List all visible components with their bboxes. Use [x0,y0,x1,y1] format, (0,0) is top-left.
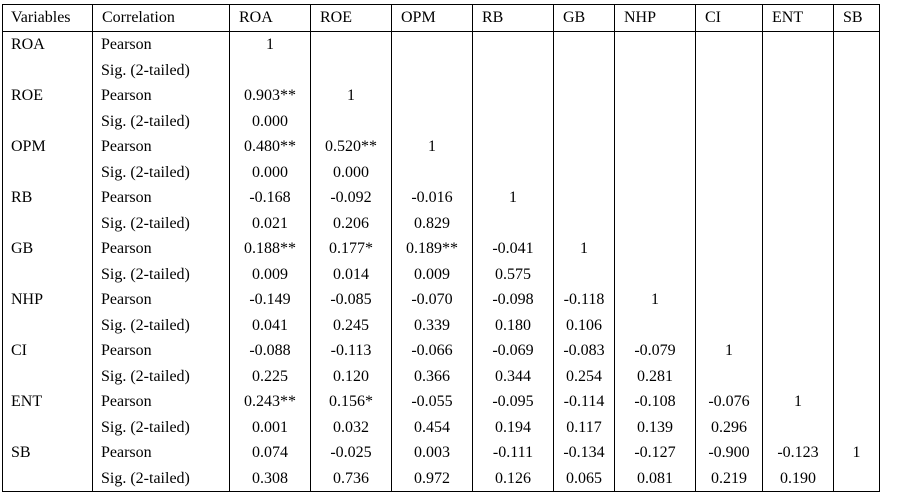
pearson-value-cell: -0.123 [763,440,834,466]
pearson-value-cell [473,32,554,58]
pearson-value-cell: 0.074 [230,440,311,466]
pearson-value-cell: -0.079 [615,338,696,364]
variable-label: RB [3,185,93,211]
sig-value-cell [615,160,696,186]
sig-label: Sig. (2-tailed) [93,58,230,84]
sig-value-cell [554,109,615,135]
variable-label-empty [3,262,93,288]
sig-value-cell: 0.829 [392,211,473,237]
sig-value-cell: 0.065 [554,466,615,492]
table-row-sig [3,211,880,237]
sig-value-cell [763,262,834,288]
variable-label: CI [3,338,93,364]
sig-value-cell [763,415,834,441]
table-row-pearson [3,440,880,466]
pearson-value-cell: -0.114 [554,389,615,415]
pearson-value-cell: -0.098 [473,287,554,313]
sig-value-cell [615,109,696,135]
pearson-label: Pearson [93,185,230,211]
pearson-label: Pearson [93,440,230,466]
sig-label: Sig. (2-tailed) [93,262,230,288]
table-row-pearson [3,185,880,211]
pearson-value-cell [763,338,834,364]
sig-value-cell: 0.001 [230,415,311,441]
variable-label: OPM [3,134,93,160]
sig-value-cell [763,313,834,339]
pearson-value-cell [392,83,473,109]
sig-value-cell [554,211,615,237]
pearson-value-cell: -0.108 [615,389,696,415]
pearson-value-cell: 1 [763,389,834,415]
sig-value-cell [834,415,880,441]
pearson-label: Pearson [93,389,230,415]
sig-value-cell [834,58,880,84]
sig-value-cell [473,109,554,135]
table-row-sig [3,109,880,135]
sig-value-cell: 0.009 [392,262,473,288]
pearson-value-cell: 0.903** [230,83,311,109]
pearson-value-cell [696,32,763,58]
variable-label: NHP [3,287,93,313]
pearson-value-cell: 1 [392,134,473,160]
pearson-value-cell [834,185,880,211]
pearson-value-cell: -0.070 [392,287,473,313]
variable-label-empty [3,364,93,390]
sig-value-cell [696,211,763,237]
pearson-value-cell: -0.118 [554,287,615,313]
variable-label-empty [3,466,93,492]
pearson-value-cell: -0.168 [230,185,311,211]
variable-label: ROA [3,32,93,58]
pearson-value-cell [834,32,880,58]
sig-value-cell [615,313,696,339]
pearson-value-cell: 1 [834,440,880,466]
sig-value-cell [311,109,392,135]
header-gb: GB [554,5,615,32]
sig-value-cell [473,58,554,84]
sig-value-cell: 0.206 [311,211,392,237]
sig-value-cell: 0.575 [473,262,554,288]
pearson-label: Pearson [93,236,230,262]
variable-label: SB [3,440,93,466]
pearson-value-cell [834,134,880,160]
sig-value-cell [834,211,880,237]
pearson-value-cell [763,185,834,211]
pearson-value-cell [834,287,880,313]
sig-value-cell [554,160,615,186]
sig-value-cell: 0.190 [763,466,834,492]
pearson-label: Pearson [93,287,230,313]
pearson-value-cell [615,236,696,262]
sig-value-cell: 0.366 [392,364,473,390]
pearson-value-cell: -0.095 [473,389,554,415]
sig-value-cell [473,160,554,186]
sig-value-cell [763,364,834,390]
sig-label: Sig. (2-tailed) [93,364,230,390]
pearson-value-cell: 0.003 [392,440,473,466]
variable-label: ROE [3,83,93,109]
pearson-label: Pearson [93,32,230,58]
variable-label-empty [3,160,93,186]
variable-label-empty [3,415,93,441]
pearson-value-cell: 0.480** [230,134,311,160]
table-row-sig [3,262,880,288]
sig-value-cell: 0.180 [473,313,554,339]
pearson-value-cell [392,32,473,58]
pearson-value-cell [696,83,763,109]
sig-value-cell [392,58,473,84]
sig-value-cell [554,262,615,288]
sig-value-cell [834,466,880,492]
sig-value-cell [834,262,880,288]
sig-value-cell [615,211,696,237]
pearson-value-cell [696,134,763,160]
pearson-value-cell: -0.055 [392,389,473,415]
pearson-value-cell [763,287,834,313]
sig-value-cell: 0.032 [311,415,392,441]
pearson-value-cell: -0.149 [230,287,311,313]
table-row-sig [3,364,880,390]
pearson-value-cell [763,83,834,109]
pearson-value-cell: 1 [554,236,615,262]
correlation-table [2,4,880,492]
sig-value-cell: 0.014 [311,262,392,288]
sig-value-cell: 0.281 [615,364,696,390]
pearson-value-cell [763,32,834,58]
sig-value-cell: 0.194 [473,415,554,441]
pearson-value-cell: 1 [473,185,554,211]
sig-value-cell [696,58,763,84]
sig-value-cell [554,58,615,84]
sig-label: Sig. (2-tailed) [93,160,230,186]
sig-label: Sig. (2-tailed) [93,211,230,237]
pearson-value-cell [834,389,880,415]
variable-label-empty [3,58,93,84]
pearson-value-cell: -0.127 [615,440,696,466]
pearson-value-cell [615,134,696,160]
sig-value-cell: 0.736 [311,466,392,492]
pearson-value-cell: -0.069 [473,338,554,364]
variable-label-empty [3,313,93,339]
sig-value-cell: 0.126 [473,466,554,492]
table-row-sig [3,466,880,492]
variable-label: ENT [3,389,93,415]
header-ci: CI [696,5,763,32]
pearson-value-cell [696,287,763,313]
pearson-label: Pearson [93,83,230,109]
pearson-value-cell: -0.113 [311,338,392,364]
pearson-value-cell [696,185,763,211]
sig-value-cell: 0.139 [615,415,696,441]
pearson-value-cell: -0.088 [230,338,311,364]
sig-value-cell: 0.225 [230,364,311,390]
sig-value-cell: 0.120 [311,364,392,390]
pearson-value-cell: 0.156* [311,389,392,415]
sig-value-cell [696,364,763,390]
sig-value-cell [473,211,554,237]
pearson-value-cell: 0.188** [230,236,311,262]
pearson-value-cell [696,236,763,262]
pearson-value-cell: 1 [696,338,763,364]
sig-value-cell: 0.254 [554,364,615,390]
header-row [3,5,880,32]
pearson-value-cell: 1 [615,287,696,313]
table-row-pearson [3,236,880,262]
sig-value-cell [834,160,880,186]
header-ent: ENT [763,5,834,32]
sig-value-cell [763,160,834,186]
sig-value-cell [763,58,834,84]
sig-value-cell [696,262,763,288]
header-sb: SB [834,5,880,32]
pearson-value-cell [473,83,554,109]
pearson-value-cell: -0.041 [473,236,554,262]
sig-value-cell: 0.041 [230,313,311,339]
table-row-sig [3,160,880,186]
pearson-value-cell [554,83,615,109]
sig-value-cell [834,313,880,339]
header-rb: RB [473,5,554,32]
sig-value-cell [696,313,763,339]
pearson-value-cell: -0.134 [554,440,615,466]
sig-value-cell [763,109,834,135]
sig-value-cell: 0.106 [554,313,615,339]
table-row-sig [3,58,880,84]
sig-value-cell: 0.245 [311,313,392,339]
pearson-value-cell: -0.085 [311,287,392,313]
sig-value-cell [615,262,696,288]
pearson-value-cell: -0.092 [311,185,392,211]
sig-value-cell [696,109,763,135]
pearson-value-cell: -0.900 [696,440,763,466]
pearson-value-cell: -0.111 [473,440,554,466]
pearson-value-cell: -0.025 [311,440,392,466]
pearson-value-cell: 0.177* [311,236,392,262]
header-correlation: Correlation [93,5,230,32]
pearson-value-cell: 1 [311,83,392,109]
pearson-value-cell [615,83,696,109]
pearson-value-cell [615,185,696,211]
pearson-value-cell [834,338,880,364]
sig-value-cell: 0.000 [230,160,311,186]
table-row-sig [3,415,880,441]
pearson-label: Pearson [93,338,230,364]
pearson-value-cell: 0.520** [311,134,392,160]
table-body [3,32,880,492]
variable-label-empty [3,211,93,237]
pearson-value-cell [554,185,615,211]
sig-value-cell: 0.081 [615,466,696,492]
pearson-value-cell [554,32,615,58]
sig-value-cell: 0.021 [230,211,311,237]
pearson-value-cell: 0.189** [392,236,473,262]
pearson-value-cell [554,134,615,160]
table-row-pearson [3,287,880,313]
sig-value-cell [834,109,880,135]
variable-label-empty [3,109,93,135]
sig-value-cell [763,211,834,237]
header-roe: ROE [311,5,392,32]
sig-value-cell: 0.344 [473,364,554,390]
sig-value-cell [230,58,311,84]
sig-label: Sig. (2-tailed) [93,109,230,135]
table-row-pearson [3,338,880,364]
pearson-value-cell: -0.066 [392,338,473,364]
table-row-pearson [3,32,880,58]
pearson-value-cell: 1 [230,32,311,58]
sig-value-cell: 0.296 [696,415,763,441]
header-variables: Variables [3,5,93,32]
sig-value-cell: 0.972 [392,466,473,492]
sig-value-cell: 0.219 [696,466,763,492]
sig-value-cell: 0.454 [392,415,473,441]
sig-value-cell [615,58,696,84]
pearson-value-cell: -0.083 [554,338,615,364]
sig-value-cell [834,364,880,390]
pearson-value-cell [834,236,880,262]
sig-value-cell [311,58,392,84]
sig-value-cell [392,109,473,135]
sig-value-cell: 0.000 [230,109,311,135]
sig-value-cell: 0.308 [230,466,311,492]
pearson-value-cell [763,134,834,160]
variable-label: GB [3,236,93,262]
sig-value-cell [392,160,473,186]
pearson-value-cell [763,236,834,262]
pearson-value-cell [615,32,696,58]
pearson-value-cell: -0.016 [392,185,473,211]
table-row-pearson [3,83,880,109]
pearson-value-cell: 0.243** [230,389,311,415]
sig-value-cell: 0.009 [230,262,311,288]
pearson-value-cell [311,32,392,58]
sig-value-cell: 0.339 [392,313,473,339]
sig-label: Sig. (2-tailed) [93,415,230,441]
sig-value-cell [696,160,763,186]
sig-label: Sig. (2-tailed) [93,466,230,492]
pearson-value-cell: -0.076 [696,389,763,415]
correlation-table-container [2,4,880,492]
pearson-value-cell [834,83,880,109]
table-row-pearson [3,389,880,415]
sig-value-cell: 0.000 [311,160,392,186]
table-row-pearson [3,134,880,160]
header-nhp: NHP [615,5,696,32]
table-row-sig [3,313,880,339]
pearson-value-cell [473,134,554,160]
sig-value-cell: 0.117 [554,415,615,441]
sig-label: Sig. (2-tailed) [93,313,230,339]
header-opm: OPM [392,5,473,32]
pearson-label: Pearson [93,134,230,160]
header-roa: ROA [230,5,311,32]
